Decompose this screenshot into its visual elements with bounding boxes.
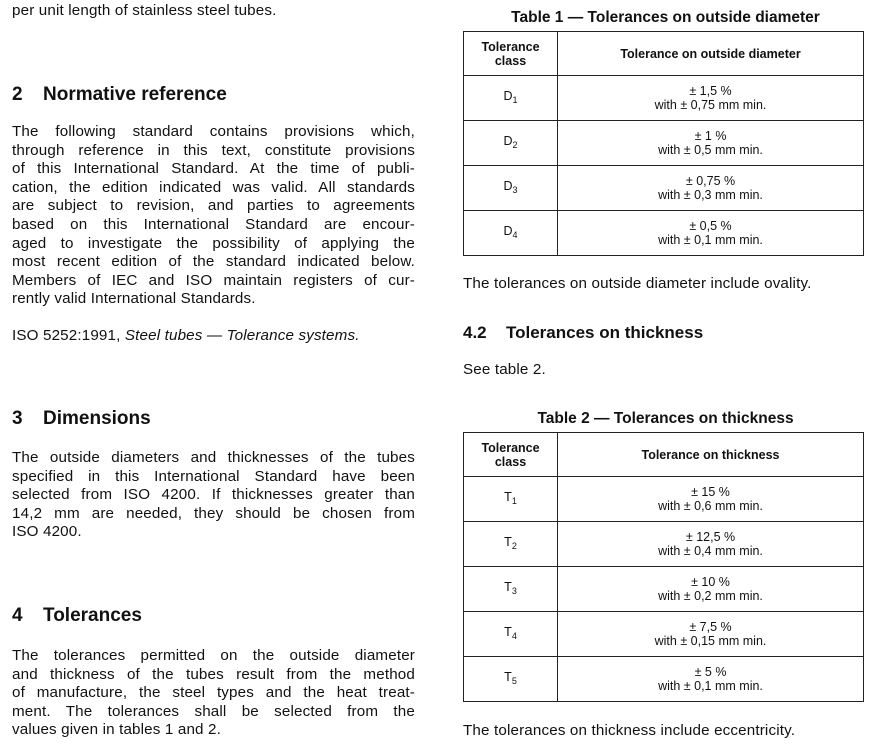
tolerance-value-cell <box>558 657 864 702</box>
header-tolerance-value: Tolerance on thickness <box>558 433 864 477</box>
tolerance-value-cell <box>558 522 864 567</box>
class-subscript: 3 <box>512 184 518 195</box>
class-letter: T <box>504 669 512 684</box>
header-tolerance-value: Tolerance on outside diameter <box>558 32 864 76</box>
table-2-caption: Table 2 — Tolerances on thickness <box>537 410 794 427</box>
class-letter: D <box>503 223 513 238</box>
tolerance-class-cell <box>464 166 558 211</box>
paragraph-line: Members of IEC and ISO maintain registers of cur- <box>12 271 415 289</box>
section-4-2-heading <box>463 323 703 343</box>
table-row <box>464 567 864 612</box>
section-4-number: 4 <box>12 605 23 626</box>
tolerance-percent: ± 5 % <box>694 664 727 679</box>
class-subscript: 2 <box>511 540 517 551</box>
header-label: Tolerance <box>481 39 540 54</box>
section-3-number: 3 <box>12 408 23 429</box>
paragraph-line: rently valid International Standards. <box>12 290 256 308</box>
reference-title: Steel tubes — Tolerance systems. <box>124 327 360 344</box>
header-tolerance-class <box>464 433 558 477</box>
section-2-paragraph <box>12 123 415 309</box>
tolerance-minimum: with ± 0,1 mm min. <box>658 679 763 693</box>
tolerance-percent: ± 0,5 % <box>689 218 732 233</box>
class-subscript: 1 <box>512 94 518 105</box>
paragraph-line: 14,2 mm are needed, they should be chosen from <box>12 504 415 522</box>
section-4-title: Tolerances <box>43 605 142 626</box>
reference-code: ISO 5252:1991, <box>12 327 125 344</box>
tolerance-minimum: with ± 0,1 mm min. <box>658 233 763 247</box>
normative-reference-entry <box>12 327 415 346</box>
section-2-heading <box>12 84 227 106</box>
tolerance-percent: ± 12,5 % <box>685 529 736 544</box>
tolerance-percent: ± 7,5 % <box>689 619 732 634</box>
tolerance-value-cell <box>558 477 864 522</box>
tolerance-minimum: with ± 0,5 mm min. <box>658 143 763 157</box>
tolerance-percent: ± 1,5 % <box>689 83 732 98</box>
tolerance-value-cell <box>558 76 864 121</box>
tolerance-value-cell <box>558 166 864 211</box>
tolerance-class-cell <box>464 657 558 702</box>
class-letter: D <box>503 178 513 193</box>
header-label: class <box>494 454 527 469</box>
tolerance-value-cell <box>558 211 864 256</box>
class-subscript: 4 <box>511 630 517 641</box>
class-letter: T <box>504 534 512 549</box>
section-2-number: 2 <box>12 84 23 105</box>
tolerance-class-cell <box>464 121 558 166</box>
paragraph-line: most recent edition of the standard indicated below. <box>12 253 415 271</box>
tolerance-class-cell <box>464 211 558 256</box>
tolerance-value-cell <box>558 121 864 166</box>
class-letter: D <box>503 133 513 148</box>
table-header-row <box>464 32 864 76</box>
section-3-title: Dimensions <box>43 408 151 429</box>
tolerance-class-cell <box>464 76 558 121</box>
tolerance-minimum: with ± 0,2 mm min. <box>658 589 763 603</box>
class-subscript: 2 <box>512 139 518 150</box>
table-row <box>464 657 864 702</box>
table-row <box>464 522 864 567</box>
table-2-note: The tolerances on thickness include eccentricity. <box>463 722 796 739</box>
see-table-2-text: See table 2. <box>463 361 546 378</box>
class-letter: D <box>503 88 513 103</box>
section-4-paragraph <box>12 647 415 740</box>
section-2-title: Normative reference <box>43 84 227 105</box>
paragraph-line: based on this International Standard are encour- <box>12 215 415 233</box>
class-subscript: 1 <box>511 495 517 506</box>
class-letter: T <box>504 579 512 594</box>
tolerance-percent: ± 10 % <box>691 574 730 589</box>
tolerance-minimum: with ± 0,6 mm min. <box>658 499 763 513</box>
paragraph-line: and thickness of the tubes result from the method <box>12 665 415 683</box>
class-letter: T <box>504 624 512 639</box>
paragraph-line: through reference in this text, constitute provisions <box>12 141 415 159</box>
header-tolerance-class <box>464 32 558 76</box>
tolerance-value-cell <box>558 567 864 612</box>
paragraph-line: specified in this International Standard have been <box>12 467 415 485</box>
table-1-note: The tolerances on outside diameter include ovality. <box>463 275 812 292</box>
table-row <box>464 477 864 522</box>
tolerance-minimum: with ± 0,3 mm min. <box>658 188 763 202</box>
paragraph-line: are subject to revision, and parties to agreements <box>12 197 415 215</box>
paragraph-line: The tolerances permitted on the outside diameter <box>12 647 415 664</box>
class-subscript: 3 <box>511 585 517 596</box>
paragraph-line: ISO 4200. <box>12 523 82 541</box>
tolerance-minimum: with ± 0,15 mm min. <box>654 634 767 648</box>
paragraph-line: selected from ISO 4200. If thicknesses greater than <box>12 486 415 504</box>
table-1 <box>463 31 864 256</box>
table-header-row <box>464 433 864 477</box>
tolerance-class-cell <box>464 612 558 657</box>
section-4-2-title: Tolerances on thickness <box>506 323 704 342</box>
table-1-caption: Table 1 — Tolerances on outside diameter <box>511 9 820 26</box>
header-label: Tolerance <box>481 440 540 455</box>
table-2 <box>463 432 864 702</box>
table-row <box>464 121 864 166</box>
paragraph-line: of this International Standard. At the time of publi- <box>12 160 415 178</box>
tolerance-minimum: with ± 0,75 mm min. <box>654 98 767 112</box>
table-row <box>464 76 864 121</box>
class-letter: T <box>504 489 512 504</box>
table-row <box>464 166 864 211</box>
intro-tail-text: per unit length of stainless steel tubes. <box>12 2 277 19</box>
tolerance-value-cell <box>558 612 864 657</box>
section-3-heading <box>12 408 151 430</box>
table-row <box>464 211 864 256</box>
class-subscript: 4 <box>512 229 518 240</box>
tolerance-percent: ± 15 % <box>691 484 730 499</box>
tolerance-class-cell <box>464 522 558 567</box>
table-row <box>464 612 864 657</box>
header-label: class <box>494 53 527 68</box>
tolerance-class-cell <box>464 567 558 612</box>
tolerance-minimum: with ± 0,4 mm min. <box>658 544 763 558</box>
paragraph-line: of manufacture, the steel types and the heat treat- <box>12 684 415 702</box>
paragraph-line: aged to investigate the possibility of applying the <box>12 234 415 252</box>
paragraph-line: values given in tables 1 and 2. <box>12 721 221 739</box>
tolerance-class-cell <box>464 477 558 522</box>
paragraph-line: ment. The tolerances shall be selected from the <box>12 702 415 720</box>
section-4-heading <box>12 605 142 627</box>
paragraph-line: The following standard contains provisions which, <box>12 123 415 140</box>
paragraph-line: The outside diameters and thicknesses of the tubes <box>12 449 415 466</box>
paragraph-line: cation, the edition indicated was valid. All standards <box>12 178 415 196</box>
tolerance-percent: ± 1 % <box>694 128 727 143</box>
class-subscript: 5 <box>511 675 517 686</box>
tolerance-percent: ± 0,75 % <box>685 173 736 188</box>
section-4-2-number: 4.2 <box>463 323 487 342</box>
section-3-paragraph <box>12 449 415 542</box>
